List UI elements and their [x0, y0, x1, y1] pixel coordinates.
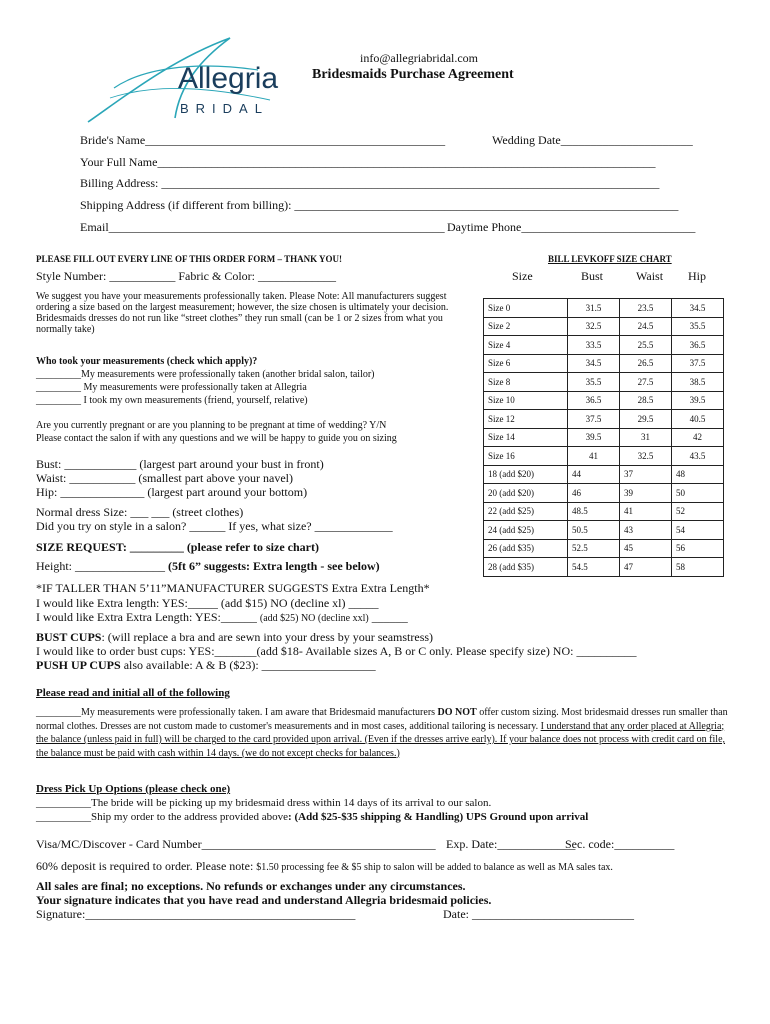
who-took-option-1-label: My measurements were professionally taken (another bridal salon, tailor) — [81, 369, 375, 380]
size-chart-size-cell: Size 14 — [484, 428, 568, 447]
sec-code-label: Sec. code: — [565, 837, 615, 851]
size-chart-bust-cell: 36.5 — [568, 391, 620, 410]
size-chart-size-cell: 24 (add $25) — [484, 521, 568, 540]
size-chart-size-cell: Size 12 — [484, 410, 568, 429]
hip-note: (largest part around your bottom) — [147, 485, 308, 499]
style-number-field[interactable]: Style Number: ___________ Fabric & Color: _____________ — [36, 269, 336, 283]
full-name-field[interactable]: Your Full Name___________________________________________________________________________________ — [80, 155, 656, 169]
bust-cups-order-label: I would like to order bust cups: YES: — [36, 644, 215, 658]
size-chart-bust-cell: 32.5 — [568, 317, 620, 336]
size-request-field[interactable]: SIZE REQUEST: _________ (please refer to size chart) — [36, 540, 319, 554]
size-chart-bust-cell: 48.5 — [568, 502, 620, 521]
fabric-color-label: Fabric & Color: — [178, 269, 255, 283]
deposit-text-b: $1.50 processing fee & $5 ship to salon will be added to balance as well as MA sales tax. — [256, 862, 613, 873]
pickup-option-2[interactable]: __________Ship my order to the address provided above: (Add $25-$35 shipping & Handling) UPS Ground upon arrival — [36, 811, 589, 823]
read-initial-heading: Please read and initial all of the following — [36, 687, 230, 699]
bust-cups-order-field[interactable]: I would like to order bust cups: YES:_______(add $18- Available sizes A, B or C only. Please specify size) NO: __________ — [36, 644, 637, 658]
size-chart-hip-cell: 48 — [672, 465, 724, 484]
size-chart-hip-cell: 38.5 — [672, 373, 724, 392]
size-chart-waist-cell: 47 — [620, 558, 672, 577]
size-chart-waist-cell: 39 — [620, 484, 672, 503]
waist-label: Waist: — [36, 471, 67, 485]
size-chart-row — [484, 502, 724, 521]
size-chart-bust-cell: 46 — [568, 484, 620, 503]
signature-field[interactable]: Signature:_____________________________________________ — [36, 907, 356, 921]
size-chart-row — [484, 317, 724, 336]
size-chart-hip-cell: 50 — [672, 484, 724, 503]
extra-length-price: (add $15) NO (decline xl) — [220, 596, 346, 610]
who-took-option-2-label: My measurements were professionally taken at Allegria — [83, 382, 307, 393]
pickup-option-1-label: The bride will be picking up my bridesmaid dress within 14 days of its arrival to our salon. — [91, 797, 492, 809]
exp-date-label: Exp. Date: — [446, 837, 498, 851]
size-chart-size-cell: Size 8 — [484, 373, 568, 392]
who-took-option-3-label: I took my own measurements (friend, yourself, relative) — [83, 395, 308, 406]
size-chart-header-waist: Waist — [636, 269, 664, 283]
extra-extra-length-label: I would like Extra Extra Length: YES: — [36, 610, 221, 624]
who-took-option-2[interactable]: _________ My measurements were professionally taken at Allegria — [36, 382, 307, 393]
read-initial-text-a: My measurements were professionally taken. I am aware that Bridesmaid manufacturers — [81, 707, 438, 718]
size-chart-row — [484, 447, 724, 466]
size-chart-row — [484, 539, 724, 558]
size-request-label: SIZE REQUEST: — [36, 540, 127, 554]
size-chart-row — [484, 484, 724, 503]
final-sale-note: All sales are final; no exceptions. No refunds or exchanges under any circumstances. — [36, 879, 466, 893]
size-chart-size-cell: Size 16 — [484, 447, 568, 466]
size-chart-waist-cell: 45 — [620, 539, 672, 558]
brides-name-label: Bride's Name — [80, 133, 146, 147]
bust-cups-label: BUST CUPS — [36, 630, 102, 644]
bust-note: (largest part around your bust in front) — [139, 457, 324, 471]
size-chart-header-size: Size — [512, 269, 533, 283]
extra-extra-length-field[interactable]: I would like Extra Extra Length: YES:______ (add $25) NO (decline xxl) ______ — [36, 610, 408, 624]
phone-label: Daytime Phone — [447, 220, 522, 234]
hip-label: Hip: — [36, 485, 58, 499]
waist-note: (smallest part above your navel) — [138, 471, 293, 485]
size-chart-header-bust: Bust — [581, 269, 604, 283]
logo-subtitle: BRIDAL — [180, 101, 269, 116]
size-chart-bust-cell: 33.5 — [568, 336, 620, 355]
card-number-label: Visa/MC/Discover - Card Number — [36, 837, 202, 851]
size-chart-bust-cell: 54.5 — [568, 558, 620, 577]
taller-note: *IF TALLER THAN 5’11”MANUFACTURER SUGGESTS Extra Extra Length* — [36, 581, 430, 595]
size-chart-row — [484, 465, 724, 484]
size-chart-row — [484, 299, 724, 318]
billing-field[interactable]: Billing Address: ___________________________________________________________________________________ — [80, 176, 660, 190]
size-chart-header-hip: Hip — [688, 269, 706, 283]
size-chart-hip-cell: 56 — [672, 539, 724, 558]
page-title: Bridesmaids Purchase Agreement — [312, 67, 514, 82]
size-chart-size-cell: 22 (add $25) — [484, 502, 568, 521]
size-chart-hip-cell: 42 — [672, 428, 724, 447]
normal-size-field[interactable]: Normal dress Size: ___ ___ (street clothes) — [36, 505, 244, 519]
size-chart-hip-cell: 54 — [672, 521, 724, 540]
size-chart-hip-cell: 43.5 — [672, 447, 724, 466]
try-on-field[interactable]: Did you try on style in a salon? ______ If yes, what size? _____________ — [36, 519, 393, 533]
size-chart-hip-cell: 40.5 — [672, 410, 724, 429]
height-field[interactable]: Height: _______________ (5ft 6” suggests: Extra length - see below) — [36, 559, 380, 573]
hip-field[interactable]: Hip: ______________ (largest part around your bottom) — [36, 485, 308, 499]
pickup-heading: Dress Pick Up Options (please check one) — [36, 783, 231, 795]
read-initial-policy: I understand that any order placed at Allegria; the balance (unless paid in full) will be charged to the card provided upon arrival. (Even if the dresses arrive early). If your balance does not process with credit card on file, the balance must be paid with cash within 14 days. (we do not except checks for balances.) — [36, 720, 726, 759]
contact-note: Please contact the salon if with any questions and we will be happy to guide you on sizing — [36, 433, 397, 444]
email-field[interactable]: Email________________________________________________________ — [80, 220, 445, 234]
read-initial-text-c: offer custom sizing. Most bridesmaid dresses run smaller than normal clothes. Dresses are not custom made to customer's measurements and in most cases, additional tailoring is necessary. — [36, 707, 728, 732]
size-chart-row — [484, 391, 724, 410]
size-chart-bust-cell: 41 — [568, 447, 620, 466]
measurement-note: We suggest you have your measurements professionally taken. Please Note: All manufacturers suggest ordering a size based on the largest measurement; however, the size chosen is ultimately your decision. Bridesmaids dresses do not run like “street clothes” they run small (can be 1 or 2 sizes from what you normally take) — [36, 291, 449, 335]
size-chart-row — [484, 410, 724, 429]
size-chart-title: BILL LEVKOFF SIZE CHART — [548, 254, 672, 264]
pregnant-question: Are you currently pregnant or are you planning to be pregnant at time of wedding? Y/N — [36, 420, 387, 431]
extra-length-field[interactable]: I would like Extra length: YES:_____ (add $15) NO (decline xl) _____ — [36, 596, 379, 610]
size-chart-waist-cell: 41 — [620, 502, 672, 521]
bust-cups-order-note: (add $18- Available sizes A, B or C only. Please specify size) NO: — [256, 644, 574, 658]
full-name-label: Your Full Name — [80, 155, 158, 169]
normal-size-label: Normal dress Size: — [36, 505, 128, 519]
size-chart-hip-cell: 35.5 — [672, 317, 724, 336]
size-chart-row — [484, 373, 724, 392]
who-took-option-3[interactable]: _________ I took my own measurements (friend, yourself, relative) — [36, 395, 308, 406]
who-took-heading: Who took your measurements (check which apply)? — [36, 356, 258, 367]
size-chart-size-cell: 18 (add $20) — [484, 465, 568, 484]
phone-field[interactable]: Daytime Phone_____________________________ — [447, 220, 696, 234]
try-on-label: Did you try on style in a salon? — [36, 519, 187, 533]
size-chart-waist-cell: 29.5 — [620, 410, 672, 429]
bust-cups-text: : (will replace a bra and are sewn into your dress by your seamstress) — [101, 630, 434, 644]
extra-extra-length-price: (add $25) NO (decline xxl) — [259, 613, 369, 624]
size-chart-size-cell: 26 (add $35) — [484, 539, 568, 558]
size-request-note: (please refer to size chart) — [186, 540, 319, 554]
wedding-date-field[interactable]: Wedding Date______________________ — [492, 133, 693, 147]
size-chart-hip-cell: 52 — [672, 502, 724, 521]
size-chart-size-cell: Size 10 — [484, 391, 568, 410]
extra-length-label: I would like Extra length: YES: — [36, 596, 188, 610]
size-chart-bust-cell: 35.5 — [568, 373, 620, 392]
size-chart-hip-cell: 39.5 — [672, 391, 724, 410]
size-chart-bust-cell: 37.5 — [568, 410, 620, 429]
deposit-text-a: 60% deposit is required to order. Please note: — [36, 859, 257, 873]
shipping-label: Shipping Address (if different from billing): — [80, 198, 292, 212]
size-chart-row — [484, 336, 724, 355]
size-chart-row — [484, 558, 724, 577]
size-chart-waist-cell: 24.5 — [620, 317, 672, 336]
pickup-option-2-note: : (Add $25-$35 shipping & Handling) UPS Ground upon arrival — [288, 811, 589, 823]
size-chart-size-cell: Size 0 — [484, 299, 568, 318]
who-took-option-1[interactable]: _________My measurements were professionally taken (another bridal salon, tailor) — [36, 369, 375, 380]
header-email: info@allegriabridal.com — [360, 51, 479, 65]
normal-size-note: (street clothes) — [172, 505, 244, 519]
size-chart-row — [484, 354, 724, 373]
email-label: Email — [80, 220, 109, 234]
size-chart-row — [484, 521, 724, 540]
fill-notice: PLEASE FILL OUT EVERY LINE OF THIS ORDER FORM – THANK YOU! — [36, 254, 342, 264]
size-chart-size-cell: Size 4 — [484, 336, 568, 355]
sec-code-field[interactable]: Sec. code:__________ — [565, 837, 675, 851]
size-chart-waist-cell: 43 — [620, 521, 672, 540]
if-yes-label: If yes, what size? — [228, 519, 312, 533]
size-chart-bust-cell: 34.5 — [568, 354, 620, 373]
size-chart-waist-cell: 28.5 — [620, 391, 672, 410]
card-number-field[interactable]: Visa/MC/Discover - Card Number_______________________________________ — [36, 837, 436, 851]
size-chart-waist-cell: 26.5 — [620, 354, 672, 373]
size-chart-hip-cell: 36.5 — [672, 336, 724, 355]
read-initial-emphasis: DO NOT — [437, 707, 477, 718]
size-chart-size-cell: Size 2 — [484, 317, 568, 336]
size-chart-size-cell: Size 6 — [484, 354, 568, 373]
date-label: Date: — [443, 907, 469, 921]
billing-label: Billing Address: — [80, 176, 159, 190]
size-chart-row — [484, 428, 724, 447]
bust-label: Bust: — [36, 457, 62, 471]
push-up-cups-label: PUSH UP CUPS — [36, 658, 121, 672]
size-chart-hip-cell: 58 — [672, 558, 724, 577]
pickup-option-2-label: Ship my order to the address provided above — [91, 811, 289, 823]
size-chart-bust-cell: 44 — [568, 465, 620, 484]
size-chart-waist-cell: 37 — [620, 465, 672, 484]
size-chart-bust-cell: 50.5 — [568, 521, 620, 540]
deposit-note — [36, 860, 613, 873]
size-chart-hip-cell: 34.5 — [672, 299, 724, 318]
size-chart-bust-cell: 39.5 — [568, 428, 620, 447]
style-number-label: Style Number: — [36, 269, 107, 283]
size-chart-bust-cell: 31.5 — [568, 299, 620, 318]
logo-wordmark: Allegria — [178, 62, 279, 95]
size-chart-waist-cell: 32.5 — [620, 447, 672, 466]
shipping-field[interactable]: Shipping Address (if different from billing): ________________________________________________________________ — [80, 198, 679, 212]
waist-field[interactable]: Waist: ___________ (smallest part above your navel) — [36, 471, 293, 485]
signature-note: Your signature indicates that you have read and understand Allegria bridesmaid policies. — [36, 893, 492, 907]
read-initial-paragraph[interactable]: _________My measurements were professionally taken. I am aware that Bridesmaid manufacturers DO NOT offer custom sizing. Most bridesmaid dresses run smaller than normal clothes. Dresses are not custom made to customer's measurements and in most cases, additional tailoring is necessary. I understand that any order placed at Allegria; the balance (unless paid in full) will be charged to the card provided upon arrival. (Even if the dresses arrive early). If your balance does not process with credit card on file, the balance must be paid with cash within 14 days. (we do not except checks for balances.) — [36, 707, 728, 759]
brides-name-field[interactable]: Bride's Name__________________________________________________ — [80, 133, 446, 147]
wedding-date-label: Wedding Date — [492, 133, 561, 147]
height-note: (5ft 6” suggests: Extra length - see below) — [168, 559, 380, 573]
push-up-cups-field[interactable]: PUSH UP CUPS also available: A & B ($23): ___________________ — [36, 658, 376, 672]
bust-cups-line — [36, 631, 433, 644]
size-chart-waist-cell: 23.5 — [620, 299, 672, 318]
size-chart-table — [483, 298, 724, 577]
size-chart-waist-cell: 27.5 — [620, 373, 672, 392]
size-chart-bust-cell: 52.5 — [568, 539, 620, 558]
size-chart-size-cell: 28 (add $35) — [484, 558, 568, 577]
size-chart-hip-cell: 37.5 — [672, 354, 724, 373]
size-chart-waist-cell: 31 — [620, 428, 672, 447]
signature-label: Signature: — [36, 907, 86, 921]
push-up-cups-text: also available: A & B ($23): — [120, 658, 259, 672]
height-label: Height: — [36, 559, 72, 573]
date-field[interactable]: Date: ___________________________ — [443, 907, 634, 921]
pickup-option-1[interactable]: __________The bride will be picking up my bridesmaid dress within 14 days of its arrival to our salon. — [36, 797, 492, 809]
size-chart-waist-cell: 25.5 — [620, 336, 672, 355]
bust-field[interactable]: Bust: ____________ (largest part around your bust in front) — [36, 457, 324, 471]
size-chart-size-cell: 20 (add $20) — [484, 484, 568, 503]
exp-date-field[interactable]: Exp. Date:_____________ — [446, 837, 576, 851]
